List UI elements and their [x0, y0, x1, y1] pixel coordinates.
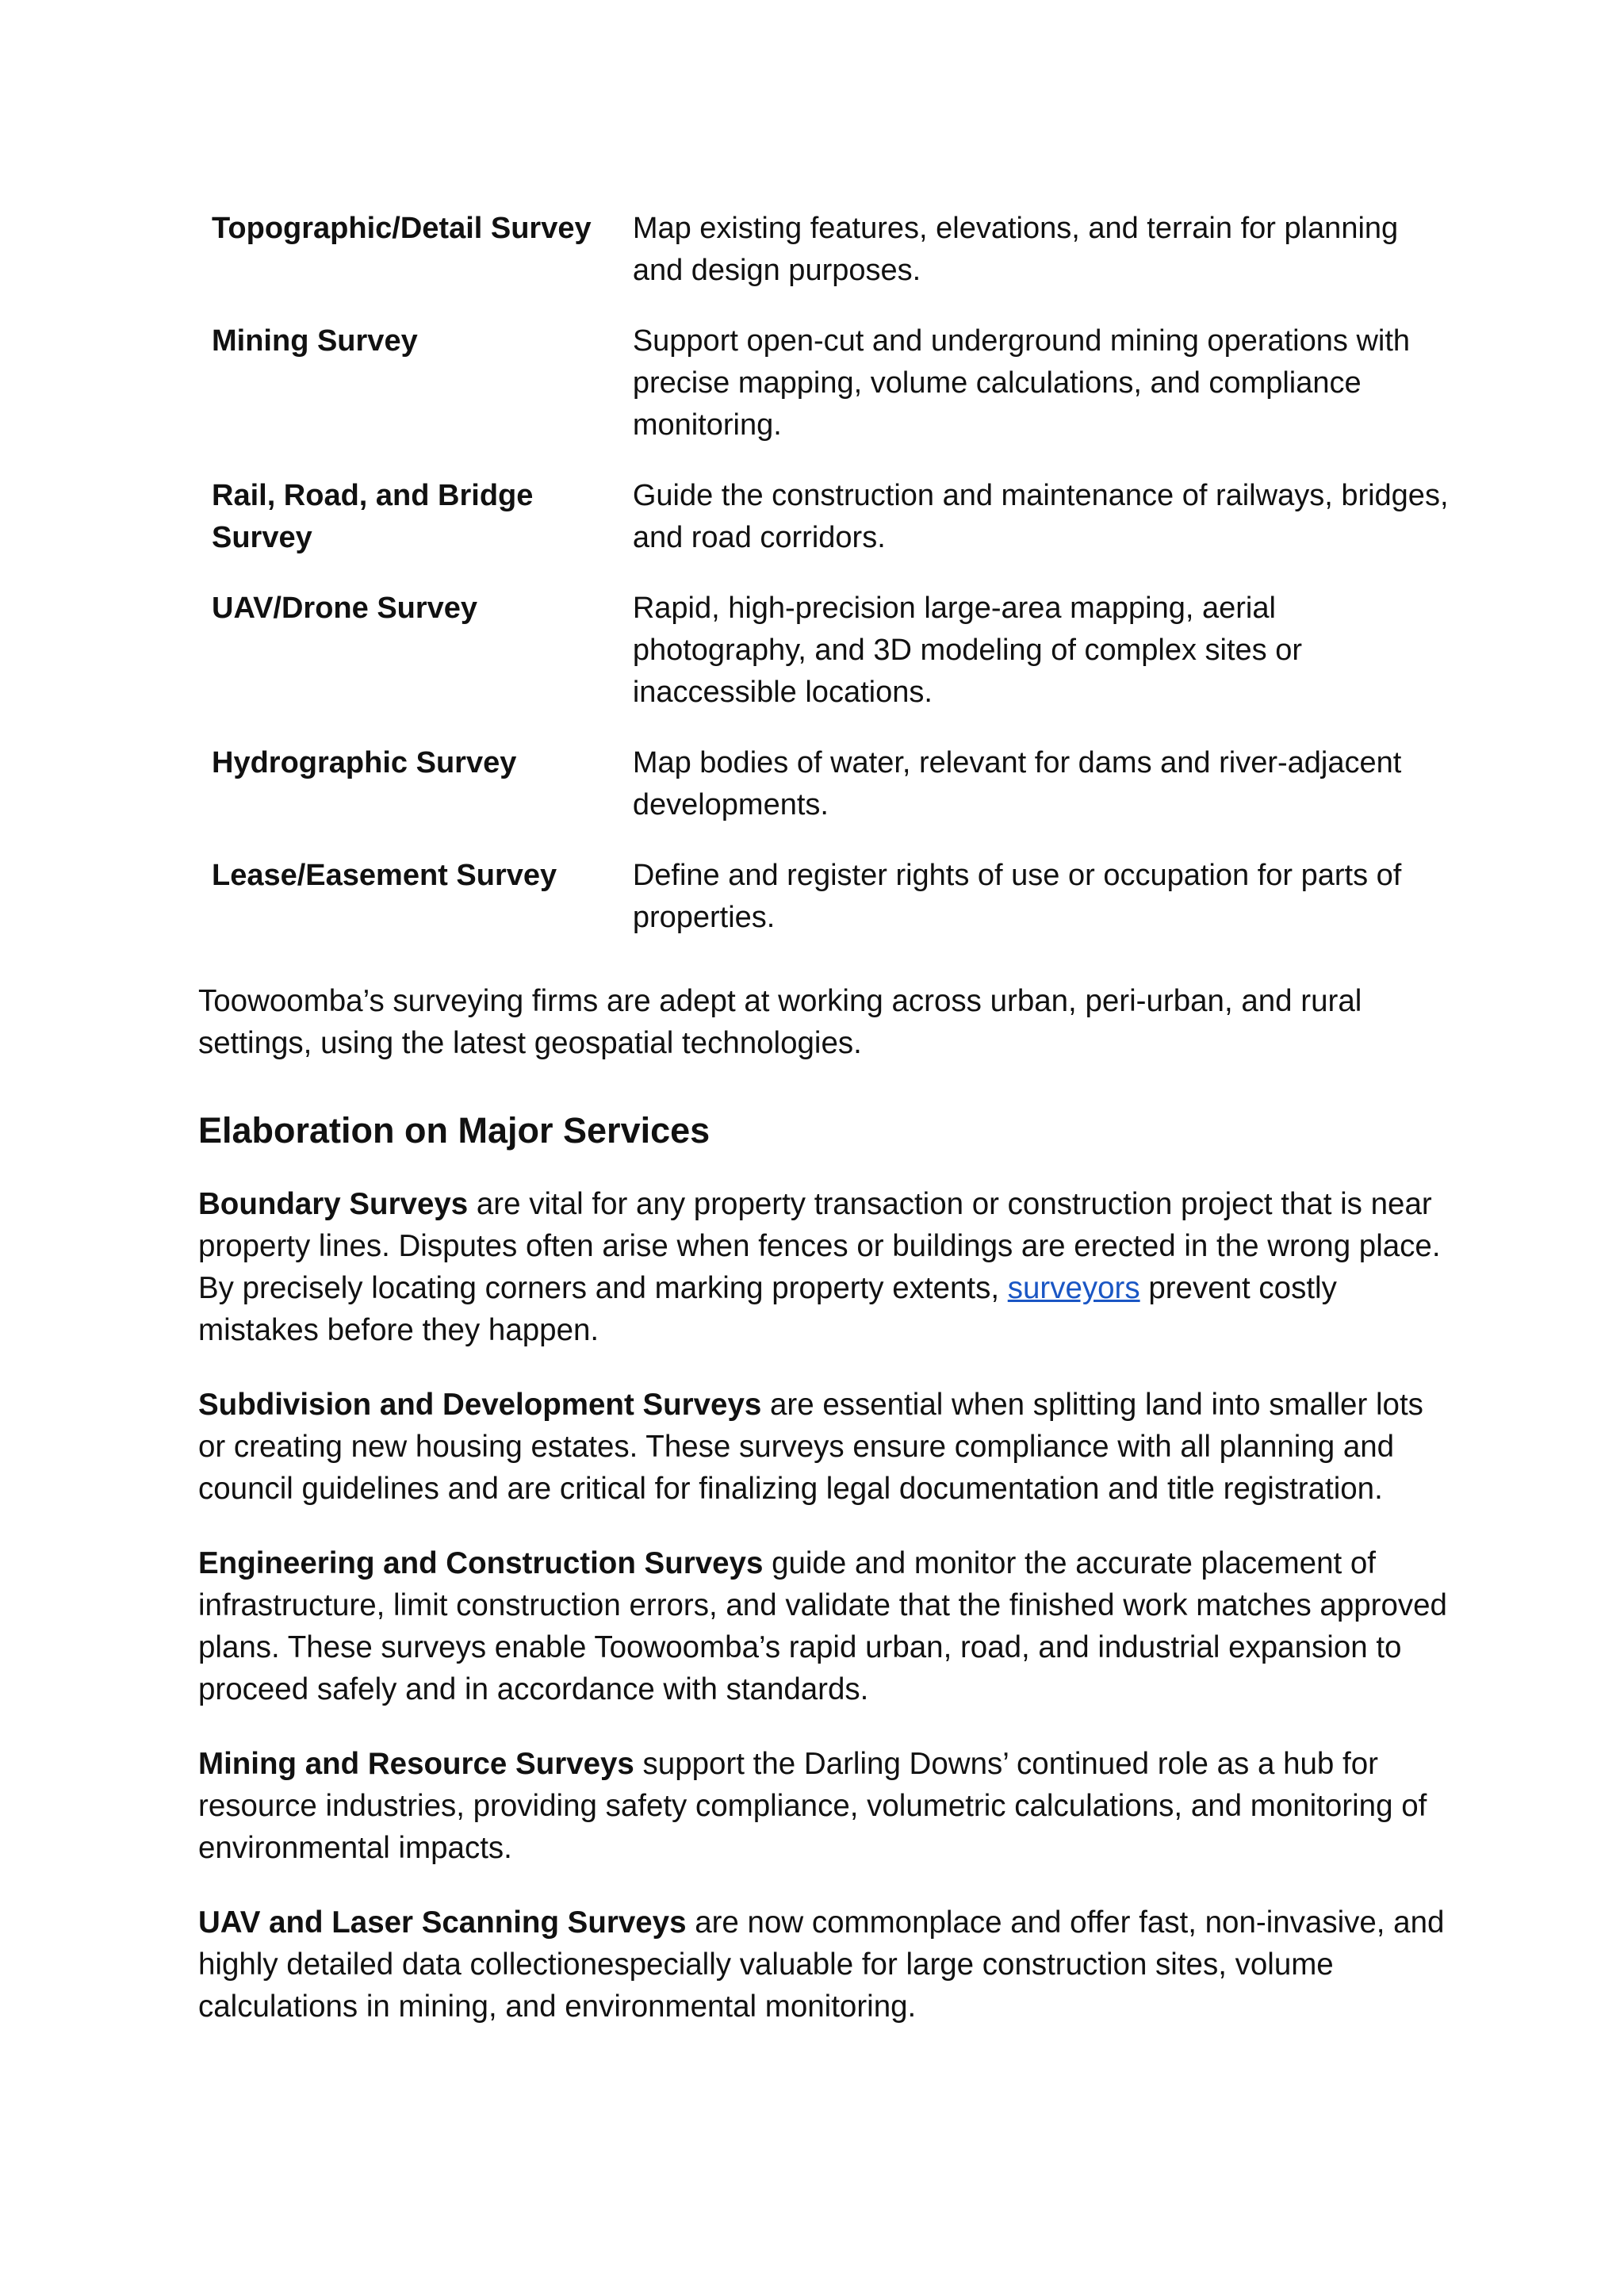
mining-surveys-title: Mining and Resource Surveys — [198, 1747, 634, 1781]
survey-types-table — [212, 208, 1449, 967]
survey-type-cell: Hydrographic Survey — [212, 746, 517, 779]
engineering-surveys-text: guide and monitor the accurate placement of infrastructure, limit construction errors, and validate that the finished work matches approved plans. These surveys enable Toowoomba’s rapid urban, road, and industrial expansion to proceed safely and in accordance with standards. — [198, 1546, 1447, 1706]
survey-description-cell: Define and register rights of use or occupation for parts of properties. — [632, 859, 1402, 934]
survey-description-cell: Guide the construction and maintenance of railways, bridges, and road corridors. — [632, 479, 1449, 554]
survey-description-cell: Map bodies of water, relevant for dams and river-adjacent developments. — [632, 746, 1402, 821]
survey-type-cell: Lease/Easement Survey — [212, 859, 557, 892]
survey-description-cell: Map existing features, elevations, and terrain for planning and design purposes. — [632, 212, 1399, 287]
mining-surveys-paragraph — [198, 1743, 1451, 1869]
surveyors-link[interactable]: surveyors — [1007, 1271, 1140, 1305]
engineering-surveys-title: Engineering and Construction Surveys — [198, 1546, 764, 1580]
survey-description-cell: Support open-cut and underground mining operations with precise mapping, volume calculations, and compliance monitoring. — [632, 324, 1411, 442]
boundary-surveys-text-after: prevent costly mistakes before they happen. — [198, 1271, 1337, 1347]
document-page — [198, 208, 1451, 2028]
intro-paragraph: Toowoomba’s surveying firms are adept at working across urban, peri-urban, and rural settings, using the latest geospatial technologies. — [198, 984, 1362, 1060]
subdivision-surveys-title: Subdivision and Development Surveys — [198, 1388, 762, 1422]
uav-surveys-text: are now commonplace and offer fast, non-invasive, and highly detailed data collectionespecially valuable for large construction sites, volume calculations in mining, and environmental monitoring. — [198, 1905, 1445, 2024]
table-row — [212, 475, 1449, 588]
boundary-surveys-paragraph — [198, 1183, 1451, 1351]
subdivision-surveys-text: are essential when splitting land into smaller lots or creating new housing estates. These surveys ensure compliance with all planning and council guidelines and are critical for finalizing legal documentation and title registration. — [198, 1388, 1423, 1506]
table-row — [212, 588, 1449, 742]
uav-surveys-paragraph — [198, 1901, 1451, 2028]
table-row — [212, 855, 1449, 967]
table-row — [212, 742, 1449, 855]
survey-description-cell: Rapid, high-precision large-area mapping, aerial photography, and 3D modeling of complex sites or inaccessible locations. — [632, 592, 1303, 709]
boundary-surveys-title: Boundary Surveys — [198, 1187, 469, 1221]
engineering-surveys-paragraph — [198, 1542, 1451, 1710]
boundary-surveys-text-before: are vital for any property transaction or construction project that is near property lines. Disputes often arise when fences or buildings are erected in the wrong place. By precisely locating corners and marking property extents, — [198, 1187, 1441, 1305]
table-row — [212, 320, 1449, 475]
table-row — [212, 208, 1449, 320]
uav-surveys-title: UAV and Laser Scanning Surveys — [198, 1905, 687, 1940]
mining-surveys-text: support the Darling Downs’ continued role as a hub for resource industries, providing safety compliance, volumetric calculations, and monitoring of environmental impacts. — [198, 1747, 1427, 1865]
survey-type-cell: Mining Survey — [212, 324, 418, 358]
survey-type-cell: Topographic/Detail Survey — [212, 212, 592, 245]
survey-type-cell: Rail, Road, and Bridge Survey — [212, 479, 534, 554]
survey-type-cell: UAV/Drone Survey — [212, 592, 478, 625]
subdivision-surveys-paragraph — [198, 1384, 1451, 1510]
section-heading: Elaboration on Major Services — [198, 1110, 710, 1151]
